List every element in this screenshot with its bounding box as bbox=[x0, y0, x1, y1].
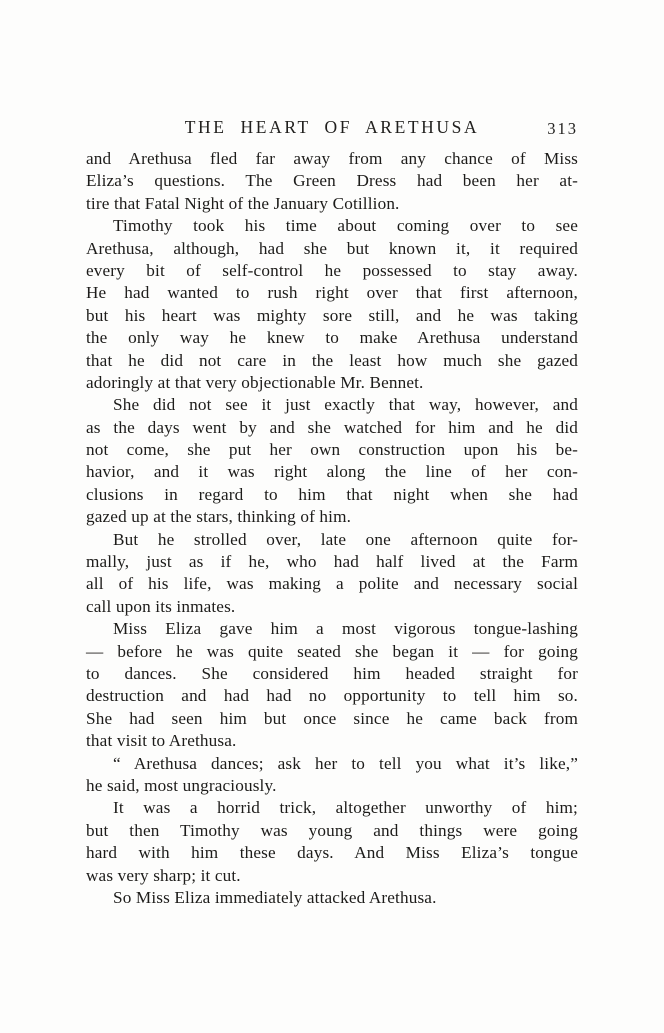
page-number: 313 bbox=[547, 119, 578, 138]
text-line: So Miss Eliza immediately attacked Arethusa. bbox=[113, 887, 437, 907]
text-line: call upon its inmates. bbox=[86, 596, 236, 616]
text-line: and Arethusa fled far away from any chance of Miss bbox=[86, 149, 578, 168]
text-line: tire that Fatal Night of the January Cotillion. bbox=[86, 193, 400, 213]
text-line: but then Timothy was young and things were going bbox=[86, 820, 578, 840]
text-line: that visit to Arethusa. bbox=[86, 731, 237, 751]
text-line: he said, most ungraciously. bbox=[86, 775, 277, 795]
text-line: hard with him these days. And Miss Eliza’s tongue bbox=[86, 843, 578, 863]
text-line: — before he was quite seated she began it — for going bbox=[86, 641, 578, 661]
text-line: gazed up at the stars, thinking of him. bbox=[86, 507, 352, 527]
text-line: destruction and had had no opportunity to tell him so. bbox=[86, 686, 578, 706]
text-line: Arethusa, although, had she but known it, it required bbox=[86, 238, 578, 258]
text-line: all of his life, was making a polite and necessary social bbox=[86, 574, 578, 594]
text-line: not come, she put her own construction upon his be- bbox=[86, 440, 578, 460]
text-line: the only way he knew to make Arethusa understand bbox=[86, 328, 578, 348]
text-line: mally, just as if he, who had half lived at the Farm bbox=[86, 552, 578, 572]
text-line: He had wanted to rush right over that first afternoon, bbox=[86, 283, 578, 303]
text-line: that he did not care in the least how much she gazed bbox=[86, 350, 578, 370]
text-line: Miss Eliza gave him a most vigorous tongue-lashing bbox=[113, 619, 578, 639]
text-line: She did not see it just exactly that way, however, and bbox=[113, 395, 578, 415]
text-line: every bit of self-control he possessed to stay away. bbox=[86, 260, 578, 280]
text-line: adoringly at that very objectionable Mr. Bennet. bbox=[86, 372, 424, 392]
page-title: THE HEART OF ARETHUSA bbox=[184, 117, 480, 137]
text-line: But he strolled over, late one afternoon quite for- bbox=[113, 529, 578, 549]
running-head bbox=[86, 116, 578, 140]
text-line: Eliza’s questions. The Green Dress had been her at- bbox=[86, 171, 578, 191]
text-line: was very sharp; it cut. bbox=[86, 865, 241, 885]
text-line: “ Arethusa dances; ask her to tell you what it’s like,” bbox=[113, 753, 578, 773]
text-line: havior, and it was right along the line of her con- bbox=[86, 462, 578, 482]
text-line: She had seen him but once since he came back from bbox=[86, 708, 578, 728]
text-line: but his heart was mighty sore still, and he was taking bbox=[86, 305, 578, 325]
text-line: Timothy took his time about coming over to see bbox=[113, 216, 578, 236]
text-line: to dances. She considered him headed straight for bbox=[86, 663, 578, 683]
text-line: as the days went by and she watched for him and he did bbox=[86, 417, 578, 437]
text-line: It was a horrid trick, altogether unworthy of him; bbox=[113, 798, 578, 818]
text-block bbox=[86, 148, 578, 909]
text-line: clusions in regard to him that night when she had bbox=[86, 484, 578, 504]
